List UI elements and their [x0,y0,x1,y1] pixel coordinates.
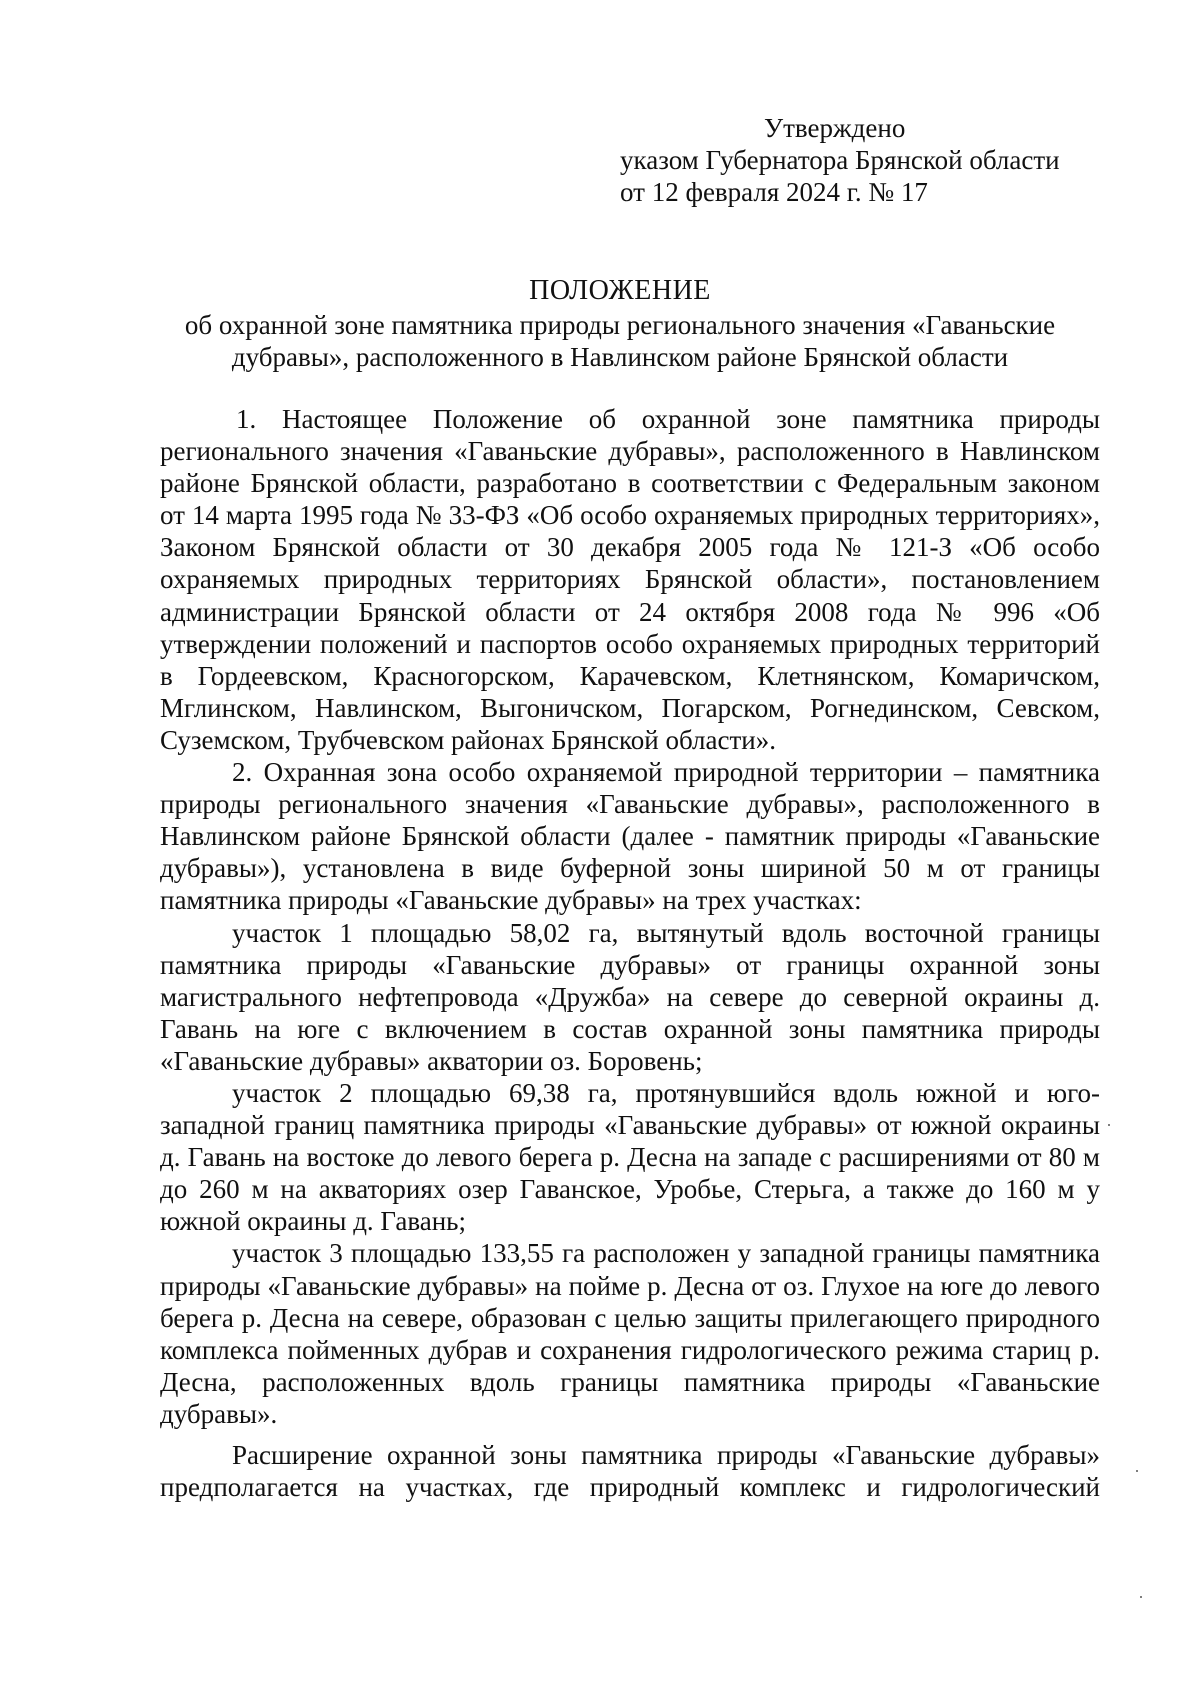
approval-title: Утверждено [764,113,906,143]
paragraph-plot-3: участок 3 площадью 133,55 га расположен у западной границы памятника природы «Гаваньские дубравы» на пойме р. Десна от оз. Глухое на юге до левого берега р. Десна на севере, образован с целью защиты прилегающего природного комплекса пойменных дубрав и сохранения гидрологического режима стариц р. Десна, расположенных вдоль границы памятника природы «Гаваньские дубравы». [160,1238,1100,1429]
paragraph-1: 1. Настоящее Положение об охранной зоне памятника природы регионального значения «Гаваньские дубравы», расположенного в Навлинском районе Брянской области, разработано в соответствии с Федеральным законом от 14 марта 1995 года № 33-ФЗ «Об особо охраняемых природных территориях», Законом Брянской области от 30 декабря 2005 года № 121-З «Об особо охраняемых природных территориях Брянской области», постановлением администрации Брянской области от 24 октября 2008 года № 996 «Об утверждении положений и паспортов особо охраняемых природных территорий в Гордеевском, Красногорском, Карачевском, Клетнянском, Комаричском, Мглинском, Навлинском, Выгоничском, Погарском, Рогнединском, Севском, Суземском, Трубчевском районах Брянской области». [160,404,1100,755]
approval-date-number-line: от 12 февраля 2024 г. № 17 [620,177,928,207]
document-body [160,403,1100,1503]
paragraph-plot-2: участок 2 площадью 69,38 га, протянувшийся вдоль южной и юго-западной границ памятника природы «Гаваньские дубравы» от южной окраины д. Гавань на востоке до левого берега р. Десна на западе с расширениями от 80 м до 260 м на акваториях озер Гаванское, Уробье, Стерьга, а также до 160 м у южной окраины д. Гавань; [160,1077,1100,1237]
document-title: ПОЛОЖЕНИЕ [529,275,711,306]
document-subtitle: об охранной зоне памятника природы регионального значения «Гаваньские дубравы», расположенного в Навлинском районе Брянской области [184,310,1056,372]
paragraph-plot-1: участок 1 площадью 58,02 га, вытянутый вдоль восточной границы памятника природы «Гаваньские дубравы» от границы охранной зоны магистрального нефтепровода «Дружба» на севере до северной окраины д. Гавань на юге с включением в состав охранной зоны памятника природы «Гаваньские дубравы» акватории оз. Боровень; [160,917,1100,1076]
scan-speck [1140,1596,1142,1598]
approval-block [620,112,1090,208]
paragraph-2: 2. Охранная зона особо охраняемой природной территории – памятника природы регионального значения «Гаваньские дубравы», расположенного в Навлинском районе Брянской области (далее - памятник природы «Гаваньские дубравы»), установлена в виде буферной зоны шириной 50 м от границы памятника природы «Гаваньские дубравы» на трех участках: [160,757,1100,916]
approval-decree-line: указом Губернатора Брянской области [620,145,1060,175]
scan-speck [1136,1470,1138,1472]
document-heading [160,275,1080,373]
scan-speck [1108,1124,1110,1126]
paragraph-extension: Расширение охранной зоны памятника природы «Гаваньские дубравы» предполагается на участках, где природный комплекс и гидрологический [160,1440,1100,1503]
